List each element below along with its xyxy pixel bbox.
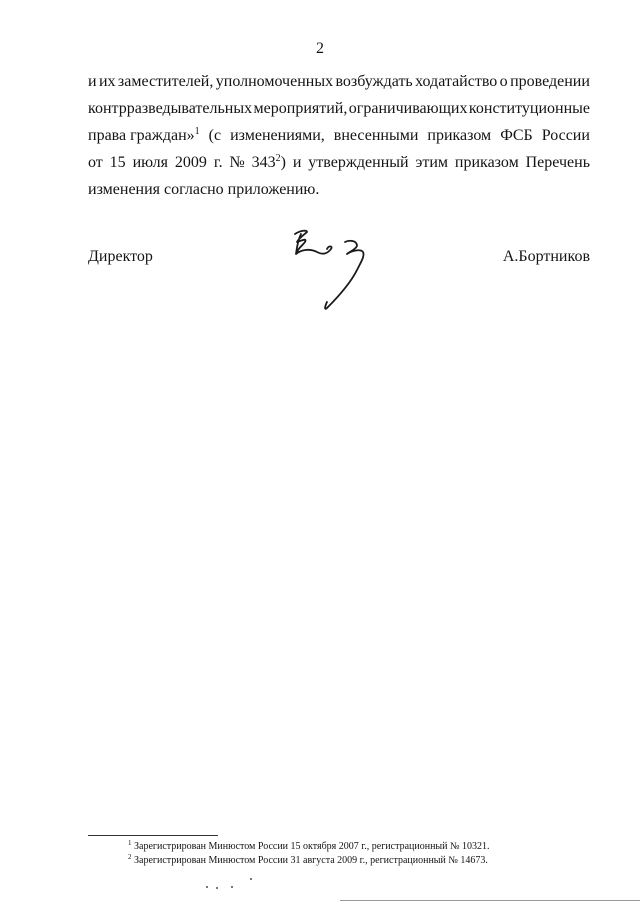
- scan-edge: [340, 900, 640, 901]
- word: приказом: [427, 127, 492, 144]
- word: ограничивающих: [348, 100, 468, 117]
- word: уполномоченных: [215, 73, 334, 90]
- word: внесенными: [333, 127, 419, 144]
- body-paragraph: [88, 68, 590, 203]
- word: №: [229, 154, 245, 171]
- footnote-ref-2: 2: [275, 153, 281, 164]
- footnote-ref-1: 1: [194, 126, 200, 137]
- footnotes: [128, 840, 490, 868]
- word: их: [98, 73, 116, 90]
- signer-name: А.Бортников: [502, 248, 590, 265]
- footnote-2: [128, 854, 490, 868]
- word: этим: [415, 154, 449, 171]
- word: (с: [208, 127, 222, 144]
- word: мероприятий,: [253, 100, 348, 117]
- word: ходатайство: [415, 73, 498, 90]
- scan-artifact: [206, 886, 208, 888]
- word: 2009: [174, 154, 207, 171]
- word: приказом: [454, 154, 519, 171]
- handwritten-signature: [287, 222, 382, 317]
- word-group: [252, 149, 286, 176]
- word: проведении: [510, 73, 590, 90]
- word: изменениями,: [230, 127, 325, 144]
- word: и: [292, 154, 302, 171]
- scan-artifact: [250, 878, 252, 880]
- footnote-marker: 2: [128, 853, 132, 861]
- word: конституционные: [468, 100, 590, 117]
- body-line-5: изменения согласно приложению.: [88, 181, 320, 198]
- word-group: [88, 122, 200, 149]
- word: о: [499, 73, 508, 90]
- word: России: [541, 127, 590, 144]
- body-line-2: [88, 95, 590, 122]
- word: 15: [109, 154, 126, 171]
- page-number: 2: [316, 40, 324, 57]
- word: права граждан»: [88, 127, 195, 144]
- word: г.: [213, 154, 223, 171]
- word: утвержденный: [308, 154, 409, 171]
- word: 343: [251, 154, 276, 171]
- footnote-text: Зарегистрирован Минюстом России 15 октября 2007 г., регистрационный № 10321.: [134, 841, 490, 852]
- word: ): [280, 154, 286, 171]
- scan-artifact: [231, 886, 233, 888]
- word: июля: [132, 154, 169, 171]
- word: и: [88, 73, 97, 90]
- footnote-1: [128, 840, 490, 854]
- signer-title: Директор: [88, 248, 153, 265]
- body-line-3: [88, 122, 590, 149]
- footnote-separator: [88, 835, 218, 836]
- body-line-4: [88, 149, 590, 176]
- footnote-marker: 1: [128, 839, 132, 847]
- body-line-1: [88, 68, 590, 95]
- footnote-text: Зарегистрирован Минюстом России 31 августа 2009 г., регистрационный № 14673.: [134, 855, 488, 866]
- word: возбуждать: [335, 73, 413, 90]
- word: ФСБ: [500, 127, 533, 144]
- word: от: [88, 154, 103, 171]
- scan-artifact: [216, 887, 218, 889]
- word: Перечень: [525, 154, 590, 171]
- word: контрразведывательных: [88, 100, 253, 117]
- word: заместителей,: [117, 73, 214, 90]
